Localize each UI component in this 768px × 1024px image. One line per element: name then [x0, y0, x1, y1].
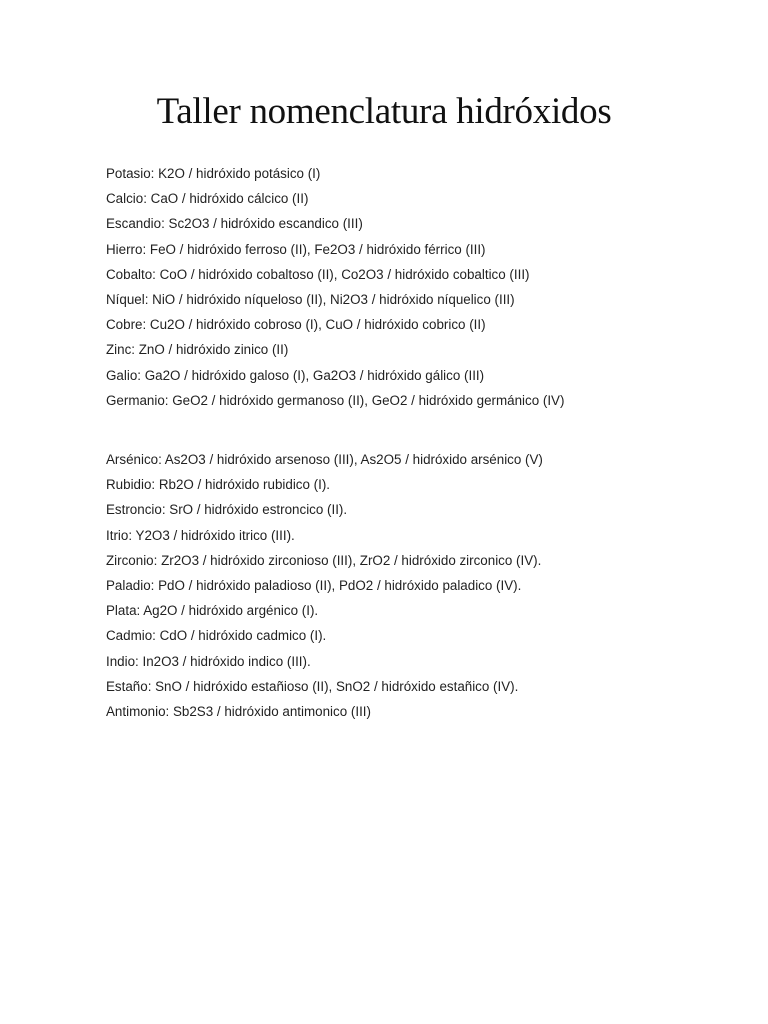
list-item: Antimonio: Sb2S3 / hidróxido antimonico (III) [106, 703, 371, 719]
list-item: Plata: Ag2O / hidróxido argénico (I). [106, 603, 319, 619]
list-item: Paladio: PdO / hidróxido paladioso (II), PdO2 / hidróxido paladico (IV). [106, 577, 522, 593]
list-item: Potasio: K2O / hidróxido potásico (I) [106, 166, 321, 181]
element-list-group-1 [106, 161, 564, 413]
list-item: Rubidio: Rb2O / hidróxido rubidico (I). [106, 477, 331, 493]
page-title: Taller nomenclatura hidróxidos [156, 91, 612, 132]
list-item: Estroncio: SrO / hidróxido estroncico (II). [106, 502, 348, 518]
list-item: Zinc: ZnO / hidróxido zinico (II) [106, 342, 289, 358]
list-item: Cobre: Cu2O / hidróxido cobroso (I), CuO / hidróxido cobrico (II) [106, 317, 486, 333]
list-item: Hierro: FeO / hidróxido ferroso (II), Fe2O3 / hidróxido férrico (III) [106, 241, 486, 257]
list-item: Cadmio: CdO / hidróxido cadmico (I). [106, 628, 327, 644]
list-item: Estaño: SnO / hidróxido estañioso (II), SnO2 / hidróxido estañico (IV). [106, 678, 519, 694]
list-item: Galio: Ga2O / hidróxido galoso (I), Ga2O3 / hidróxido gálico (III) [106, 367, 485, 383]
element-list-group-2 [106, 447, 543, 724]
list-item: Indio: In2O3 / hidróxido indico (III). [106, 653, 311, 669]
list-item: Cobalto: CoO / hidróxido cobaltoso (II), Co2O3 / hidróxido cobaltico (III) [106, 266, 530, 282]
list-item: Itrio: Y2O3 / hidróxido itrico (III). [106, 527, 295, 543]
list-item: Escandio: Sc2O3 / hidróxido escandico (III) [106, 216, 363, 232]
list-item: Níquel: NiO / hidróxido níqueloso (II), Ni2O3 / hidróxido níquelico (III) [106, 291, 515, 307]
list-item: Arsénico: As2O3 / hidróxido arsenoso (III), As2O5 / hidróxido arsénico (V) [106, 452, 543, 467]
list-item: Zirconio: Zr2O3 / hidróxido zirconioso (III), ZrO2 / hidróxido zirconico (IV). [106, 552, 542, 568]
list-item: Germanio: GeO2 / hidróxido germanoso (II), GeO2 / hidróxido germánico (IV) [106, 392, 565, 408]
list-item: Calcio: CaO / hidróxido cálcico (II) [106, 191, 309, 207]
